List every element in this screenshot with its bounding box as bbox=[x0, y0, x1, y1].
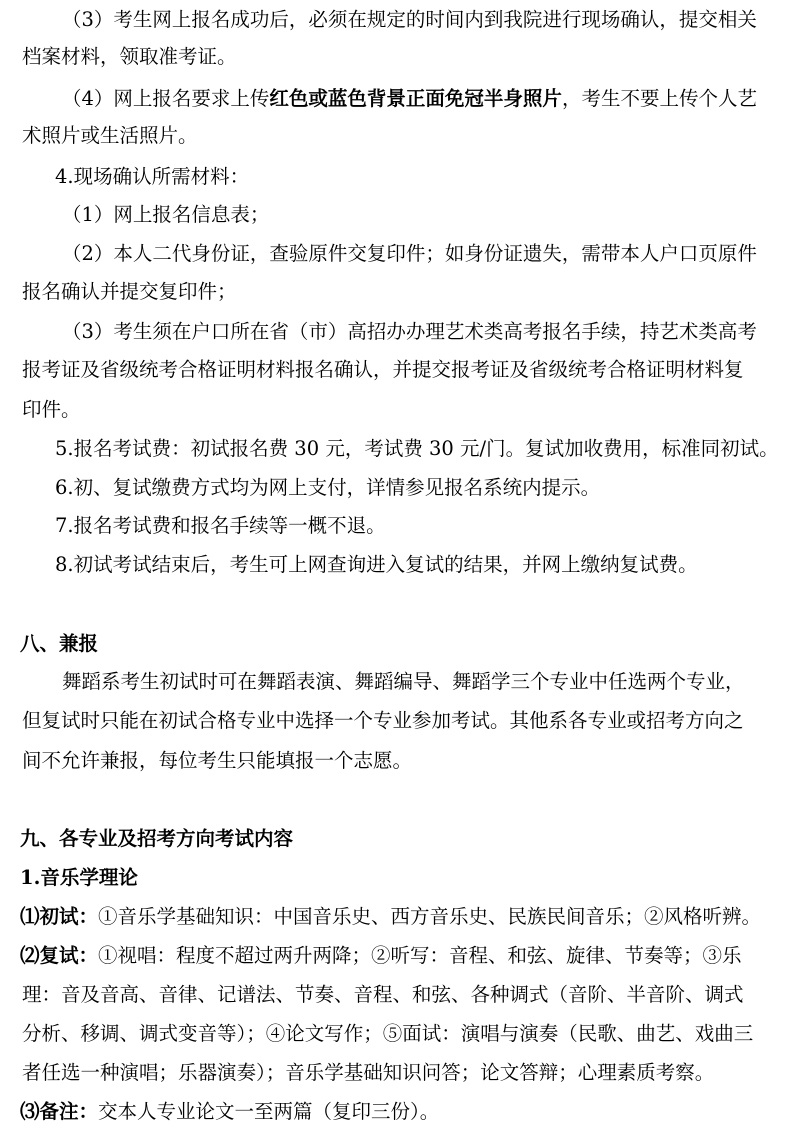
text-line: 间不允许兼报，每位考生只能填报一个志愿。 bbox=[22, 749, 413, 772]
text-line: 术照片或生活照片。 bbox=[22, 124, 198, 147]
text-line bbox=[20, 905, 761, 929]
item-label: ⑶备注： bbox=[20, 1100, 99, 1123]
text-line: 报名确认并提交复印件； bbox=[22, 280, 237, 303]
text-span: ，考生不要上传个人艺 bbox=[561, 87, 757, 110]
section-heading: 九、各专业及招考方向考试内容 bbox=[20, 827, 294, 850]
text-span: 交本人专业论文一至两篇（复印三份）。 bbox=[98, 1100, 440, 1123]
text-line: 6.初、复试缴费方式均为网上支付，详情参见报名系统内提示。 bbox=[55, 476, 601, 499]
text-line: 报考证及省级统考合格证明材料报名确认，并提交报考证及省级统考合格证明材料复 bbox=[22, 358, 744, 381]
text-line: 4.现场确认所需材料： bbox=[55, 165, 250, 188]
text-line: 7.报名考试费和报名手续等一概不退。 bbox=[55, 514, 386, 537]
text-span: ①视唱：程度不超过两升两降；②听写：音程、和弦、旋律、节奏等；③乐 bbox=[98, 944, 742, 967]
text-line bbox=[20, 1100, 439, 1124]
text-line: （3）考生网上报名成功后，必须在规定的时间内到我院进行现场确认，提交相关 bbox=[62, 8, 757, 31]
text-line: （3）考生须在户口所在省（市）高招办办理艺术类高考报名手续，持艺术类高考 bbox=[62, 320, 757, 343]
text-line bbox=[20, 944, 742, 968]
section-heading: 八、兼报 bbox=[20, 632, 99, 655]
text-line: 但复试时只能在初试合格专业中选择一个专业参加考试。其他系各专业或招考方向之 bbox=[22, 709, 744, 732]
text-line: 8.初试考试结束后，考生可上网查询进入复试的结果，并网上缴纳复试费。 bbox=[55, 553, 698, 576]
text-line: 理：音及音高、音律、记谱法、节奏、音程、和弦、各种调式（音阶、半音阶、调式 bbox=[22, 983, 744, 1006]
item-label: ⑵复试： bbox=[20, 944, 99, 967]
subsection-heading: 1.音乐学理论 bbox=[20, 866, 138, 889]
text-span: （4）网上报名要求上传 bbox=[62, 87, 270, 110]
text-line: 档案材料，领取准考证。 bbox=[22, 45, 237, 68]
text-line bbox=[62, 87, 757, 111]
text-line: 印件。 bbox=[22, 398, 81, 421]
emphasis-text: 红色或蓝色背景正面免冠半身照片 bbox=[269, 87, 562, 110]
text-line: 者任选一种演唱；乐器演奏）；音乐学基础知识问答；论文答辩；心理素质考察。 bbox=[22, 1061, 715, 1084]
text-line: （1）网上报名信息表； bbox=[62, 203, 270, 226]
text-line: 分析、移调、调式变音等）；④论文写作；⑤面试：演唱与演奏（民歌、曲艺、戏曲三 bbox=[22, 1022, 754, 1045]
text-line: 舞蹈系考生初试时可在舞蹈表演、舞蹈编导、舞蹈学三个专业中任选两个专业， bbox=[62, 670, 745, 693]
text-line: 5.报名考试费：初试报名费 30 元，考试费 30 元/门。复试加收费用，标准同初试。 bbox=[55, 437, 779, 460]
text-span: ①音乐学基础知识：中国音乐史、西方音乐史、民族民间音乐；②风格听辨。 bbox=[98, 905, 762, 928]
item-label: ⑴初试： bbox=[20, 905, 99, 928]
text-line: （2）本人二代身份证，查验原件交复印件；如身份证遗失，需带本人户口页原件 bbox=[62, 242, 757, 265]
